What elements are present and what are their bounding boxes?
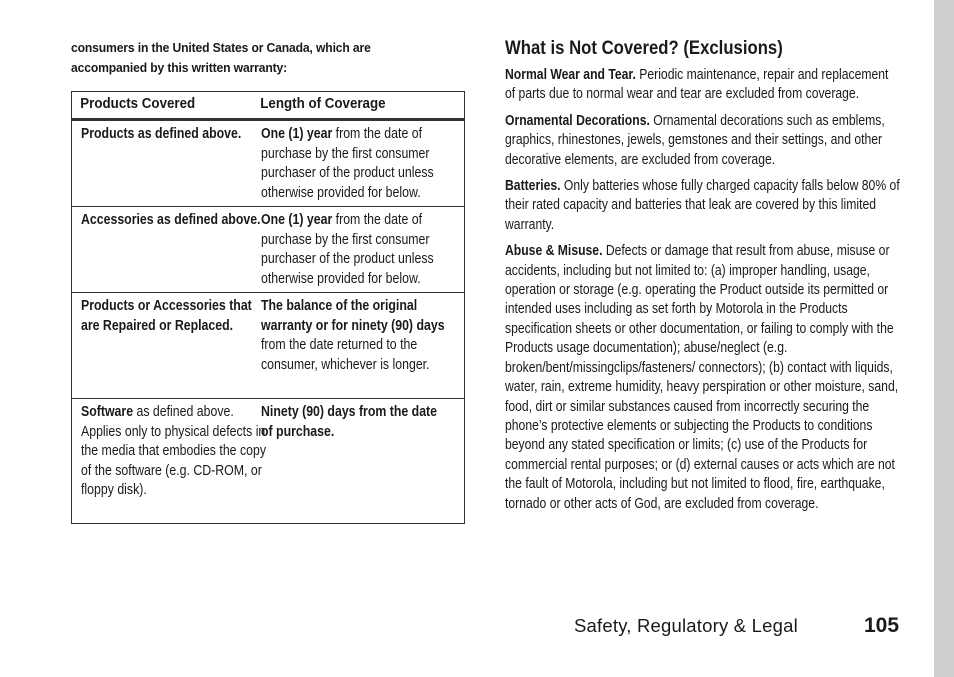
exclusion-body: Defects or damage that result from abuse, misuse or accidents, including but not limited to: (a) improper handling, usage, operation or storage (e.g. operating the Product outside its permitted or intended uses including as set forth by Motorola in the Products specification sheets or other documentation, or failing to comply with the Products usage documentation); abuse/neglect (e.g. broken/bent/missingclips/fasteners/ connectors); (b) contact with liquids, water, rain, extreme humidity, heavy perspiration or other moisture, sand, food, dirt or similar substances caused from incorrectly securing the phone’s protective elements or subjecting the Products to conditions beyond any stated specification or limits; (c) use of the Products for commercial rental purposes; or (d) external causes or acts which are not the fault of Motorola, including but not limited to flood, fire, earthquake, tornado or other acts of God, are excluded from coverage. bbox=[505, 243, 899, 512]
intro-text: consumers in the United States or Canada, which are accompanied by this written warranty: bbox=[71, 40, 371, 75]
coverage-note: from the date of purchase by the first consumer purchaser of the product unless otherwise provided for below. bbox=[261, 212, 434, 287]
exclusion-title: Abuse & Misuse. bbox=[505, 243, 603, 260]
exclusion-title: Normal Wear and Tear. bbox=[505, 67, 636, 83]
page-edge-strip bbox=[934, 0, 954, 677]
table-row bbox=[72, 121, 464, 207]
coverage-note: from the date returned to the consumer, whichever is longer. bbox=[261, 337, 430, 373]
exclusions-heading: What is Not Covered? (Exclusions) bbox=[505, 38, 783, 59]
coverage-length-cell bbox=[252, 399, 464, 523]
exclusion-title: Batteries. bbox=[505, 178, 561, 195]
exclusion-paragraph bbox=[505, 177, 925, 235]
table-row bbox=[72, 293, 464, 399]
product-name: Accessories as defined above. bbox=[81, 212, 261, 228]
exclusion-paragraph bbox=[505, 66, 925, 105]
coverage-period: Ninety (90) days from the date of purchase. bbox=[261, 404, 438, 440]
product-note: as defined above. Applies only to physical defects in the media that embodies the copy of the software (e.g. CD-ROM, or floppy disk). bbox=[81, 404, 266, 498]
exclusion-paragraph bbox=[505, 242, 925, 514]
coverage-length-cell bbox=[252, 121, 464, 206]
table-row bbox=[72, 399, 464, 523]
header-length-of-coverage: Length of Coverage bbox=[260, 96, 386, 112]
products-covered-cell bbox=[72, 121, 252, 206]
table-row bbox=[72, 207, 464, 293]
products-covered-cell bbox=[72, 399, 266, 523]
exclusion-paragraph bbox=[505, 112, 925, 170]
product-name: Software bbox=[81, 404, 134, 420]
exclusion-body: Periodic maintenance, repair and replacement of parts due to normal wear and tear are excluded from coverage. bbox=[505, 67, 889, 103]
warranty-table bbox=[71, 91, 465, 524]
header-products-covered: Products Covered bbox=[80, 96, 196, 112]
page-number: 105 bbox=[864, 614, 900, 637]
coverage-period: One (1) year bbox=[261, 212, 333, 228]
product-name: Products as defined above. bbox=[81, 126, 242, 142]
exclusion-body: Ornamental decorations such as emblems, graphics, rhinestones, jewels, gemstones and their settings, and other decorative elements, are excluded from coverage. bbox=[505, 112, 885, 168]
exclusion-body: Only batteries whose fully charged capacity falls below 80% of their rated capacity and batteries that leak are covered by this limited warranty. bbox=[505, 178, 900, 233]
product-name: Products or Accessories that are Repaired or Replaced. bbox=[81, 298, 252, 334]
products-covered-cell bbox=[72, 207, 261, 292]
products-covered-cell bbox=[72, 293, 252, 398]
footer-section-title: Safety, Regulatory & Legal bbox=[574, 615, 798, 636]
coverage-note: from the date of purchase by the first consumer purchaser of the product unless otherwise provided for below. bbox=[261, 126, 434, 201]
coverage-period: One (1) year bbox=[261, 126, 333, 142]
exclusions-section bbox=[505, 37, 925, 521]
table-header-row bbox=[72, 92, 464, 121]
coverage-length-cell bbox=[252, 207, 464, 292]
exclusion-title: Ornamental Decorations. bbox=[505, 112, 650, 129]
coverage-length-cell bbox=[252, 293, 464, 398]
coverage-period: The balance of the original warranty or for ninety (90) days bbox=[261, 298, 445, 334]
